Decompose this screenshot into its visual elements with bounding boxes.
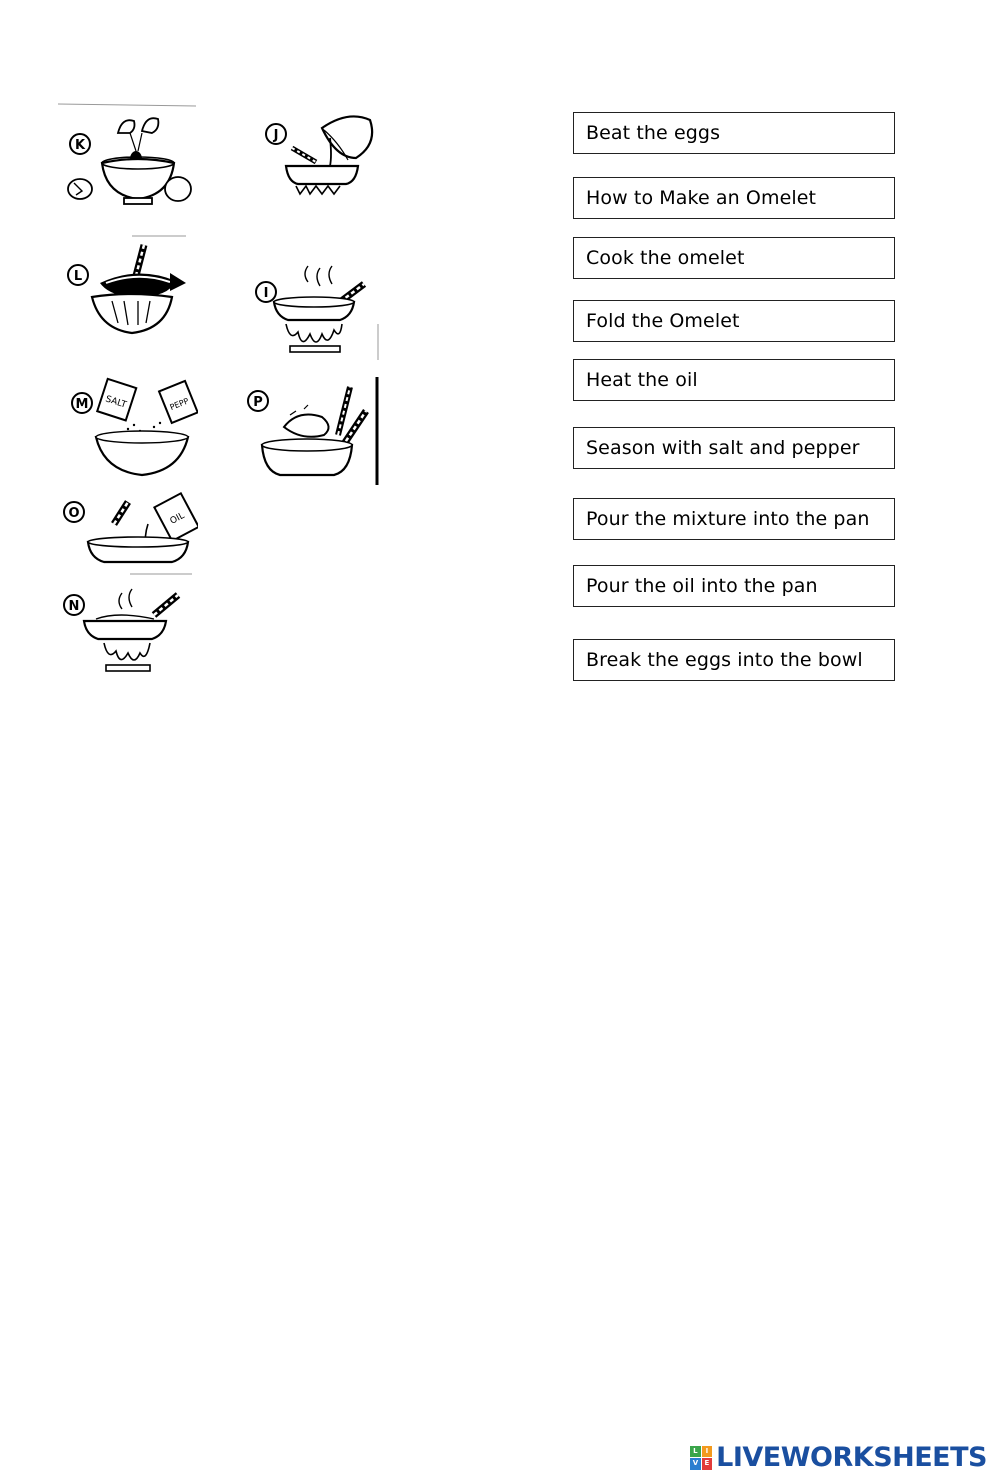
oil-label: OIL: [168, 511, 187, 527]
illustration-l: [58, 235, 188, 340]
logo-tile: V: [690, 1458, 701, 1470]
label-box-heat-oil[interactable]: [573, 359, 895, 401]
label-text: Fold the Omelet: [586, 310, 740, 332]
illustration-j: [252, 108, 382, 198]
break-eggs-drawing: [58, 103, 198, 211]
label-text: Heat the oil: [586, 369, 698, 391]
label-box-pour-mixture[interactable]: [573, 498, 895, 540]
logo-tile: I: [702, 1446, 713, 1458]
heat-oil-drawing: [246, 262, 380, 362]
salt-label: SALT: [104, 394, 128, 411]
label-box-beat-eggs[interactable]: [573, 112, 895, 154]
pour-oil-drawing: [58, 490, 198, 575]
label-text: How to Make an Omelet: [586, 187, 817, 209]
illustration-letter: J: [273, 128, 279, 143]
label-box-cook-omelet[interactable]: [573, 237, 895, 279]
illustration-i: [246, 262, 380, 362]
pepper-label: PEPP: [168, 396, 191, 413]
illustration-k: [58, 103, 198, 211]
pour-mixture-drawing: [252, 108, 382, 198]
label-text: Beat the eggs: [586, 122, 721, 144]
season-drawing: [58, 375, 198, 480]
illustration-letter: N: [68, 599, 80, 614]
label-box-fold-omelet[interactable]: [573, 300, 895, 342]
illustration-p: [238, 375, 383, 487]
illustration-letter: L: [73, 269, 83, 284]
illustration-letter: K: [74, 138, 86, 153]
label-text: Season with salt and pepper: [586, 437, 860, 459]
illustration-letter: P: [253, 395, 263, 410]
label-box-break-eggs[interactable]: [573, 639, 895, 681]
label-text: Break the eggs into the bowl: [586, 649, 863, 671]
label-box-title[interactable]: [573, 177, 895, 219]
label-box-season[interactable]: [573, 427, 895, 469]
brand-footer: [690, 1442, 987, 1473]
logo-tile: L: [690, 1446, 701, 1458]
illustration-n: [58, 585, 188, 680]
brand-text: LIVEWORKSHEETS: [716, 1442, 987, 1473]
illustration-letter: I: [263, 286, 269, 301]
illustration-m: [58, 375, 198, 480]
logo-tile: E: [702, 1458, 713, 1470]
illustration-letter: O: [68, 506, 80, 521]
cook-omelet-drawing: [58, 585, 188, 680]
label-text: Pour the oil into the pan: [586, 575, 818, 597]
label-text: Cook the omelet: [586, 247, 745, 269]
illustration-o: [58, 490, 198, 575]
liveworksheets-logo-icon: [690, 1446, 712, 1470]
label-box-pour-oil[interactable]: [573, 565, 895, 607]
illustration-letter: M: [75, 397, 89, 412]
beat-eggs-drawing: [58, 235, 188, 340]
label-text: Pour the mixture into the pan: [586, 508, 870, 530]
fold-omelet-drawing: [238, 375, 383, 487]
